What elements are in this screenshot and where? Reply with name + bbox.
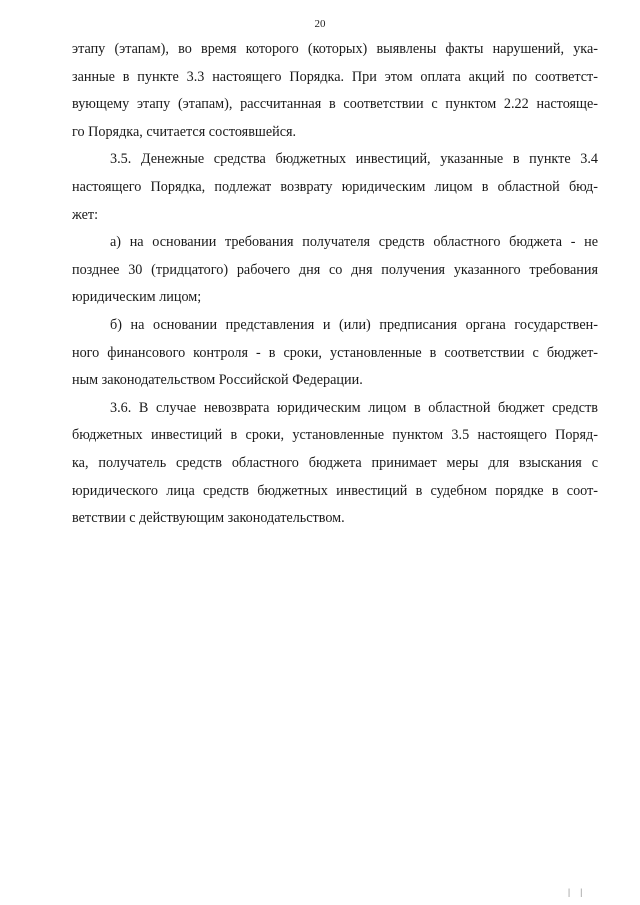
text-line: ка, получатель средств областного бюджета принимает меры для взыскания с: [72, 454, 598, 471]
text-line: настоящего Порядка, подлежат возврату юридическим лицом в областной бюд-: [72, 178, 598, 195]
text-line: позднее 30 (тридцатого) рабочего дня со дня получения указанного требования: [72, 261, 598, 278]
text-line: 3.6. В случае невозврата юридическим лицом в областной бюджет средств: [110, 399, 598, 416]
text-line: жет:: [72, 206, 99, 223]
paragraph-3-5: [72, 146, 598, 229]
text-line: этапу (этапам), во время которого (которых) выявлены факты нарушений, ука-: [72, 41, 598, 57]
paragraph-item-b: [72, 312, 598, 395]
scan-mark: | |: [568, 887, 586, 897]
text-line: ветствии с действующим законодательством.: [72, 510, 345, 527]
text-line: б) на основании представления и (или) предписания органа государствен-: [110, 316, 598, 333]
paragraph-3-6: [72, 395, 598, 533]
document-body: [72, 36, 598, 533]
text-line: вующему этапу (этапам), рассчитанная в соответствии с пунктом 2.22 настояще-: [72, 96, 598, 113]
text-line: го Порядка, считается состоявшейся.: [72, 123, 297, 140]
paragraph-continuation: [72, 36, 598, 146]
paragraph-item-a: [72, 229, 598, 312]
text-line: юридическим лицом;: [72, 289, 202, 306]
text-line: 3.5. Денежные средства бюджетных инвестиций, указанные в пункте 3.4: [110, 151, 598, 168]
text-line: ным законодательством Российской Федерации.: [72, 372, 363, 389]
page-number: 20: [314, 18, 326, 30]
text-line: юридического лица средств бюджетных инвестиций в судебном порядке в соот-: [72, 482, 598, 499]
text-line: бюджетных инвестиций в сроки, установленные пунктом 3.5 настоящего Поряд-: [72, 427, 598, 444]
text-line: а) на основании требования получателя средств областного бюджета - не: [110, 234, 598, 251]
text-line: занные в пункте 3.3 настоящего Порядка. При этом оплата акций по соответст-: [72, 68, 598, 85]
text-line: ного финансового контроля - в сроки, установленные в соответствии с бюджет-: [72, 344, 598, 361]
